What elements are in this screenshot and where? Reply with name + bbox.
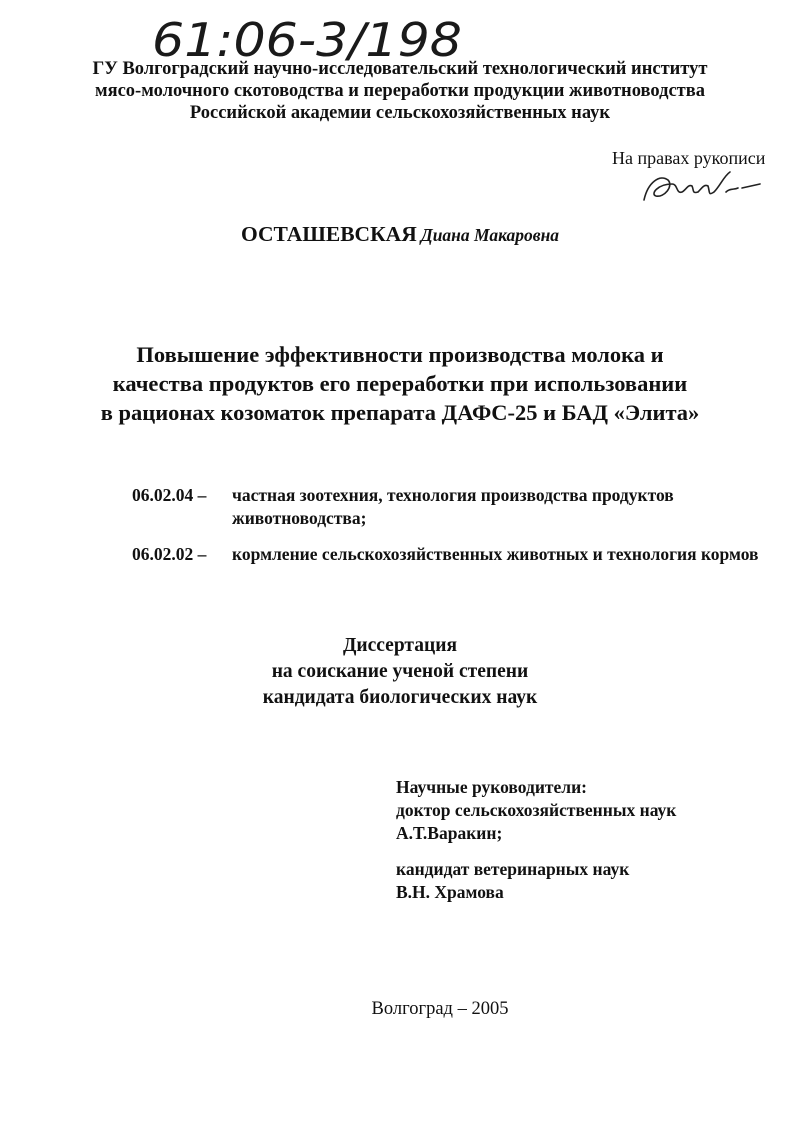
supervisor-1-degree: доктор сельскохозяйственных наук <box>396 800 677 820</box>
handwritten-archive-code-text: 61:06-3/198 <box>152 13 462 67</box>
thesis-designation <box>0 633 800 711</box>
author-surname: ОСТАШЕВСКАЯ <box>240 222 417 246</box>
institute-line-2: мясо-молочного скотоводства и переработки продукции животноводства <box>94 81 705 101</box>
thesis-line-2: на соискание ученой степени <box>271 661 529 682</box>
institute-line-1: ГУ Волгоградский научно-исследовательский технологический институт <box>92 59 708 79</box>
specialty-code: 06.02.02 – <box>132 544 207 564</box>
dissertation-title <box>0 340 800 427</box>
signature <box>638 162 778 212</box>
title-line-2: качества продуктов его переработки при использовании <box>112 371 688 396</box>
institute-line-3: Российской академии сельскохозяйственных наук <box>189 103 611 123</box>
place-year: Волгоград – 2005 <box>371 999 509 1019</box>
supervisor-2-degree: кандидат ветеринарных наук <box>396 859 630 879</box>
specialty-description: кормление сельскохозяйственных животных и технология кормов <box>232 544 759 564</box>
manuscript-rights-note: На правах рукописи <box>612 148 766 168</box>
supervisor-1-name: А.Т.Варакин; <box>396 823 503 843</box>
thesis-line-1: Диссертация <box>342 635 458 656</box>
signature-drawing <box>638 162 778 212</box>
author <box>0 222 800 247</box>
specialty-description: частная зоотехния, технология производства продуктов животноводства; <box>232 485 674 528</box>
supervisors-heading: Научные руководители: <box>396 777 588 797</box>
institute-header <box>0 58 800 124</box>
supervisors-block <box>396 776 676 904</box>
title-line-1: Повышение эффективности производства молока и <box>136 342 664 367</box>
title-line-3: в рационах козоматок препарата ДАФС-25 и БАД «Элита» <box>100 400 700 425</box>
thesis-line-3: кандидата биологических наук <box>262 687 538 708</box>
supervisor-2-name: В.Н. Храмова <box>396 882 504 902</box>
specialty-code: 06.02.04 – <box>132 485 207 505</box>
author-name: Диана Макаровна <box>420 225 560 245</box>
supervisors-spacer <box>396 845 676 858</box>
